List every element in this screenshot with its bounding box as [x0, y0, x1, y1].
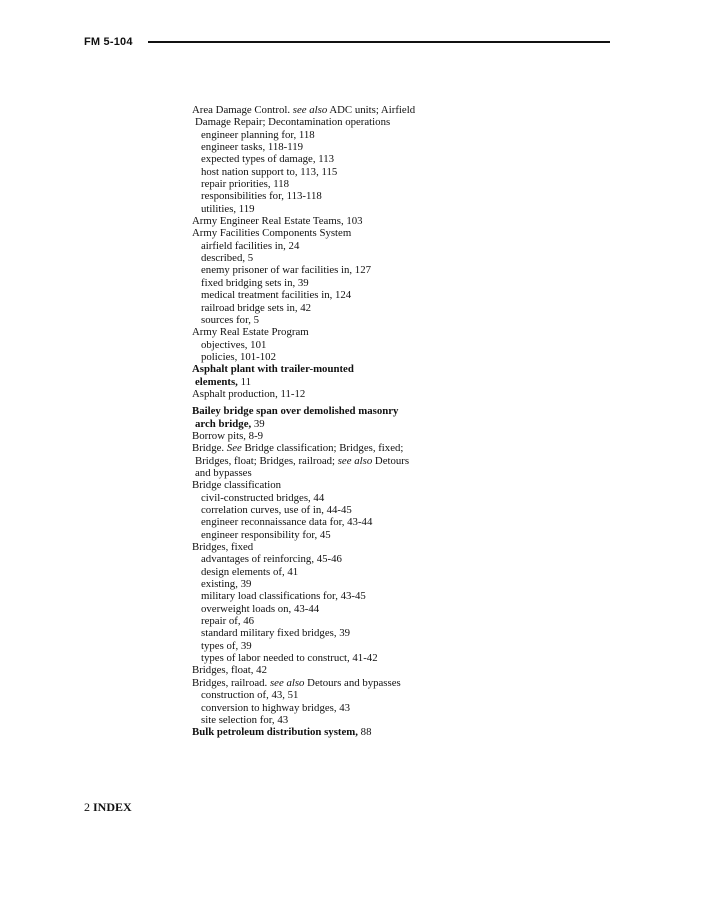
index-text: expected types of damage, 113: [201, 153, 335, 166]
index-entry: [192, 215, 512, 227]
index-text: see also: [292, 104, 328, 116]
index-entry-continuation: [192, 376, 512, 388]
index-text: Bailey bridge span over demolished masonry: [192, 405, 399, 418]
index-subentry: [192, 689, 512, 701]
index-subentry: [192, 714, 512, 726]
index-entry: [192, 326, 512, 338]
index-text: see also: [337, 454, 373, 467]
index-subentry: [192, 566, 512, 578]
index-entry: [192, 227, 512, 239]
index-text: See: [226, 442, 242, 455]
index-text: correlation curves, use of in, 44-45: [201, 504, 352, 516]
index-entry: [192, 664, 512, 676]
index-text: repair of, 46: [201, 615, 255, 628]
index-text: site selection for, 43: [201, 713, 289, 726]
index-entry-continuation: [192, 418, 512, 430]
index-text: see also: [269, 676, 305, 689]
index-text: described, 5: [201, 252, 254, 265]
index-text: design elements of, 41: [201, 565, 299, 578]
index-subentry: [192, 264, 512, 276]
index-entry: [192, 388, 512, 400]
index-subentry: [192, 351, 512, 363]
index-subentry: [192, 166, 512, 178]
index-entry: [192, 405, 512, 417]
index-subentry: [192, 190, 512, 202]
index-subentry: [192, 640, 512, 652]
index-text: Army Engineer Real Estate Teams, 103: [192, 215, 363, 228]
index-entry-continuation: [192, 455, 512, 467]
index-subentry: [192, 129, 512, 141]
document-id: FM 5-104: [84, 36, 133, 48]
index-text: 88: [357, 726, 372, 739]
index-text: Bridges, railroad.: [192, 676, 270, 689]
page-footer: [84, 800, 132, 814]
index-text: civil-constructed bridges, 44: [201, 491, 325, 504]
index-text: engineer tasks, 118-119: [201, 141, 304, 154]
index-text: Detours and bypasses: [304, 676, 401, 689]
index-text: Bridge classification: [192, 479, 282, 492]
index-text: sources for, 5: [201, 313, 260, 326]
index-text: policies, 101-102: [201, 350, 276, 363]
index-text: advantages of reinforcing, 45-46: [201, 553, 342, 566]
index-text: engineer planning for, 118: [201, 128, 315, 141]
index-text: enemy prisoner of war facilities in, 127: [201, 264, 371, 277]
index-text: existing, 39: [201, 578, 252, 591]
index-entry: [192, 363, 512, 375]
index-text: overweight loads on, 43-44: [201, 602, 320, 615]
index-subentry: [192, 702, 512, 714]
page-header: [84, 36, 610, 50]
index-subentry: [192, 627, 512, 639]
index-entry: [192, 726, 512, 738]
index-subentry: [192, 203, 512, 215]
index-text: types of labor needed to construct, 41-42: [201, 652, 378, 665]
index-entry: [192, 479, 512, 491]
index-text: arch bridge,: [195, 417, 252, 430]
index-subentry: [192, 240, 512, 252]
index-subentry: [192, 339, 512, 351]
index-text: Asphalt plant with trailer-mounted: [192, 363, 354, 376]
index-subentry: [192, 314, 512, 326]
index-subentry: [192, 652, 512, 664]
index-subentry: [192, 578, 512, 590]
index-text: Bridge.: [192, 442, 227, 455]
index-text: 11: [237, 375, 251, 388]
index-entry: [192, 104, 512, 116]
index-entry: [192, 541, 512, 553]
index-text: types of, 39: [201, 639, 252, 652]
index-text: repair priorities, 118: [201, 178, 290, 191]
index-text: Detours: [372, 454, 410, 467]
index-subentry: [192, 504, 512, 516]
index-subentry: [192, 178, 512, 190]
index-text: Borrow pits, 8-9: [192, 429, 264, 442]
index-text: ADC units; Airfield: [327, 104, 416, 116]
index-entry-continuation: [192, 467, 512, 479]
page-number: 2: [84, 800, 90, 814]
index-entry: [192, 677, 512, 689]
index-text: fixed bridging sets in, 39: [201, 276, 309, 289]
index-entry: [192, 442, 512, 454]
index-entry: [192, 430, 512, 442]
index-text: Army Real Estate Program: [192, 326, 309, 339]
index-subentry: [192, 516, 512, 528]
index-subentry: [192, 553, 512, 565]
index-text: construction of, 43, 51: [201, 689, 299, 702]
index-text: engineer reconnaissance data for, 43-44: [201, 516, 373, 529]
index-text: airfield facilities in, 24: [201, 239, 300, 252]
index-list: [192, 104, 512, 739]
index-subentry: [192, 590, 512, 602]
index-subentry: [192, 603, 512, 615]
index-subentry: [192, 492, 512, 504]
index-entry-continuation: [192, 116, 512, 128]
index-text: railroad bridge sets in, 42: [201, 301, 312, 314]
index-subentry: [192, 141, 512, 153]
header-rule: [148, 41, 610, 43]
index-text: and bypasses: [195, 466, 252, 479]
index-subentry: [192, 252, 512, 264]
index-text: host nation support to, 113, 115: [201, 165, 338, 178]
index-text: objectives, 101: [201, 338, 267, 351]
index-text: Bridge classification; Bridges, fixed;: [241, 442, 404, 455]
index-text: Asphalt production, 11-12: [192, 387, 306, 400]
index-subentry: [192, 302, 512, 314]
index-text: Damage Repair; Decontamination operations: [195, 116, 391, 129]
index-subentry: [192, 277, 512, 289]
index-text: Bridges, float, 42: [192, 664, 267, 677]
index-text: Bridges, fixed: [192, 541, 254, 554]
index-text: conversion to highway bridges, 43: [201, 701, 351, 714]
index-subentry: [192, 529, 512, 541]
index-text: Bridges, float; Bridges, railroad;: [195, 454, 338, 467]
index-text: military load classifications for, 43-45: [201, 590, 366, 603]
index-text: Bulk petroleum distribution system,: [192, 726, 358, 739]
index-text: Area Damage Control.: [192, 104, 293, 116]
index-text: medical treatment facilities in, 124: [201, 289, 352, 302]
footer-section: INDEX: [93, 800, 132, 814]
index-text: standard military fixed bridges, 39: [201, 627, 351, 640]
index-subentry: [192, 289, 512, 301]
index-text: utilities, 119: [201, 202, 255, 215]
index-text: elements,: [195, 375, 238, 388]
index-text: engineer responsibility for, 45: [201, 528, 331, 541]
index-text: 39: [251, 417, 265, 430]
index-subentry: [192, 615, 512, 627]
index-subentry: [192, 153, 512, 165]
index-text: Army Facilities Components System: [192, 227, 352, 240]
index-text: responsibilities for, 113-118: [201, 190, 322, 203]
